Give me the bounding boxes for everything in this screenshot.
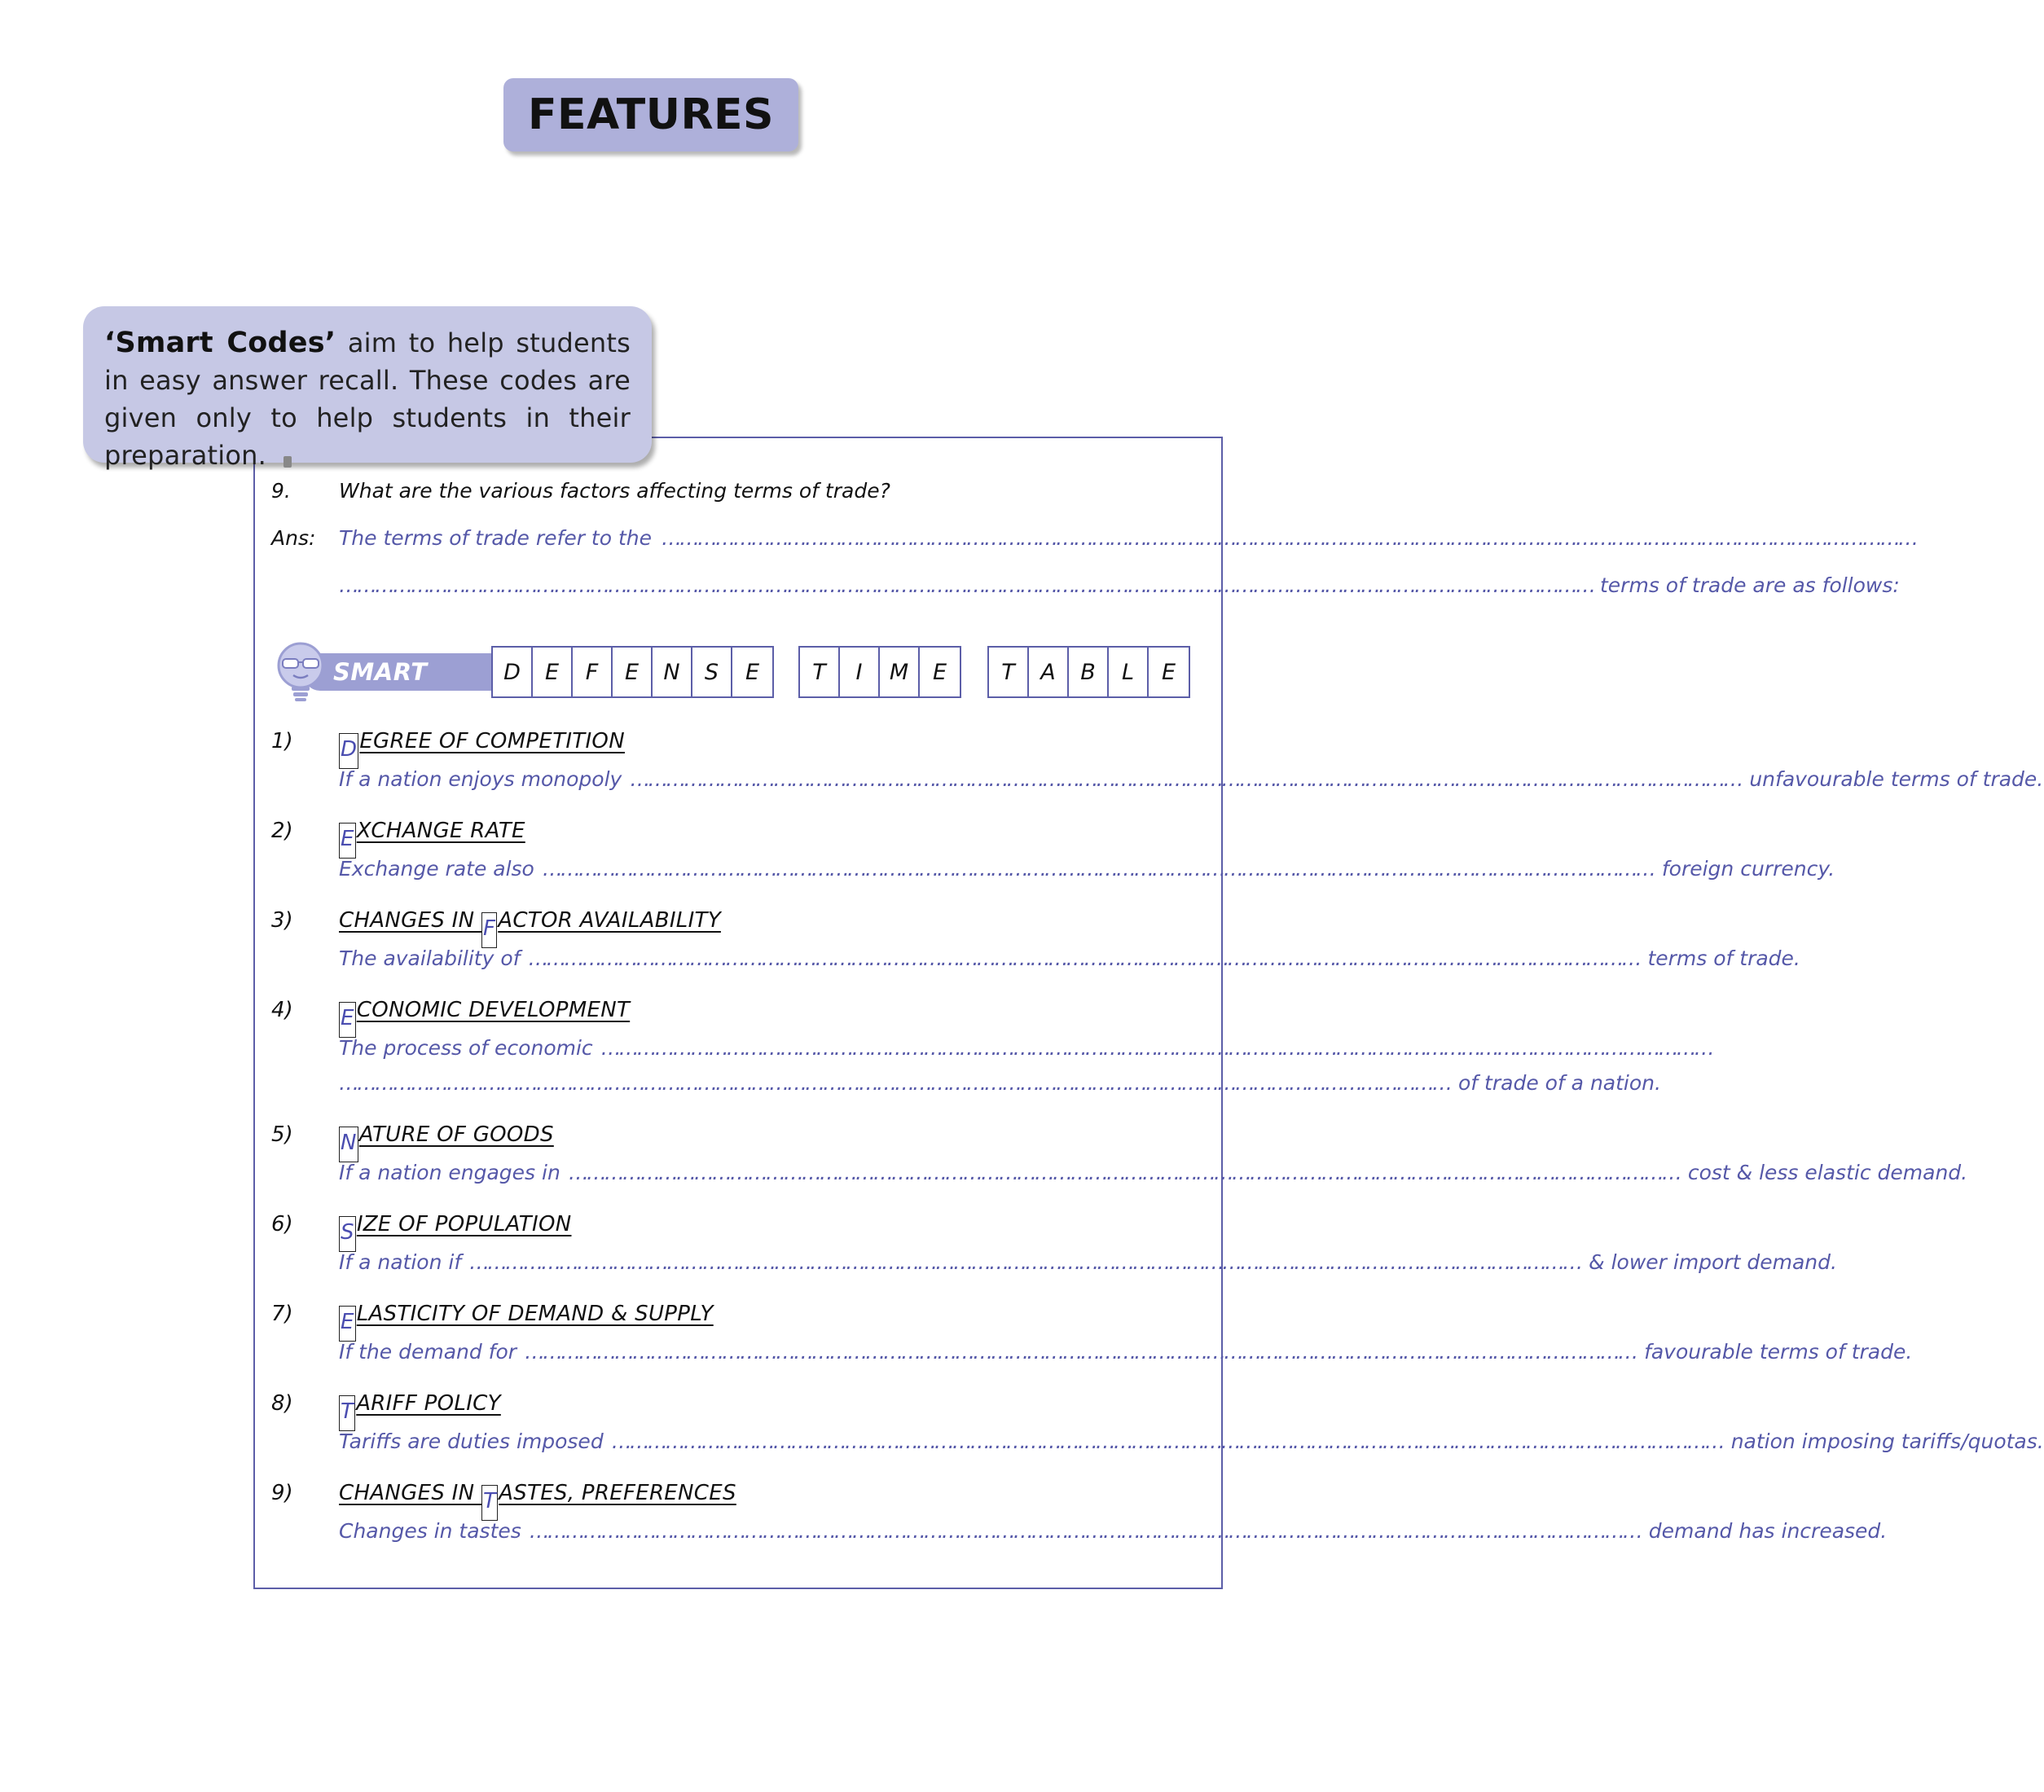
code-letter: M <box>880 648 920 696</box>
line-end: & lower import demand. <box>1589 1250 1837 1274</box>
blank-dots: …………………………………………………………………………………………………………………………………………………………………… <box>542 857 1654 881</box>
code-letter: E <box>613 648 653 696</box>
code-letter: B <box>1069 648 1109 696</box>
code-letter: E <box>1161 659 1176 685</box>
heading-rest: LASTICITY OF DEMAND & SUPPLY <box>356 1302 714 1326</box>
line-end: favourable terms of trade. <box>1644 1340 1913 1364</box>
heading-rest: IZE OF POPULATION <box>356 1212 572 1236</box>
heading-rest: ASTES, PREFERENCES <box>499 1481 736 1505</box>
code-letter: T <box>800 648 840 696</box>
item-number: 8) <box>271 1391 293 1416</box>
code-letter: A <box>1029 648 1069 696</box>
blank-dots: …………………………………………………………………………………………………………………………………………………………………… <box>600 1036 1712 1060</box>
item-fill-line <box>339 857 1835 881</box>
item-heading <box>339 729 625 769</box>
line-end: demand has increased. <box>1648 1519 1888 1543</box>
answer-blank-1: ………………………………………………………………………………………………………………………………………………………………………………………… <box>662 526 1917 550</box>
smart-code-word-defense <box>491 646 774 698</box>
item-number: 7) <box>271 1302 293 1326</box>
key-letter-box: T <box>481 1485 498 1521</box>
lightbulb-icon <box>271 639 336 705</box>
blank-dots: …………………………………………………………………………………………………………………………………………………………………… <box>339 1071 1450 1095</box>
question-number: 9. <box>271 479 291 503</box>
heading-rest: EGREE OF COMPETITION <box>359 729 625 753</box>
line-start: If a nation engages in <box>339 1161 560 1184</box>
item-heading <box>339 998 630 1038</box>
line-end: of trade of a nation. <box>1458 1071 1661 1095</box>
item-heading <box>339 1391 501 1431</box>
key-letter-box: F <box>481 912 497 948</box>
line-start: If the demand for <box>339 1340 517 1364</box>
blank-dots: …………………………………………………………………………………………………………………………………………………………………… <box>469 1250 1581 1274</box>
code-letter: D <box>493 648 533 696</box>
item-heading <box>339 819 525 859</box>
smart-code-label: SMART CODE <box>304 653 493 691</box>
key-letter-box: T <box>339 1395 355 1431</box>
item-fill-line <box>339 767 2044 791</box>
heading-rest: ATURE OF GOODS <box>358 1122 554 1147</box>
item-fill-line <box>339 1430 2044 1453</box>
answer-blank-2: ………………………………………………………………………………………………………………………………………………………………………………………… <box>339 573 1593 597</box>
item-fill-line-2 <box>339 1071 1661 1095</box>
code-letter: E <box>533 648 573 696</box>
callout-bold-term: ‘Smart Codes’ <box>104 327 336 359</box>
item-number: 2) <box>271 819 293 843</box>
code-letter: I <box>840 648 880 696</box>
heading-rest: XCHANGE RATE <box>356 819 525 843</box>
item-heading <box>339 1302 714 1342</box>
item-number: 5) <box>271 1122 293 1147</box>
smart-code-badge <box>271 639 491 723</box>
answer-line-1-text: The terms of trade refer to the <box>339 526 653 550</box>
item-heading <box>339 1481 736 1521</box>
item-fill-line <box>339 1250 1837 1274</box>
item-fill-line <box>339 1519 1888 1543</box>
code-letter: L <box>1109 648 1149 696</box>
line-end: nation imposing tariffs/quotas. <box>1730 1430 2044 1453</box>
heading-rest: CONOMIC DEVELOPMENT <box>356 998 631 1022</box>
key-letter-box: E <box>339 823 356 859</box>
code-letter: F <box>573 648 613 696</box>
item-fill-line <box>339 1161 1968 1184</box>
line-end: cost & less elastic demand. <box>1687 1161 1968 1184</box>
callout-tail <box>284 456 292 468</box>
line-end: foreign currency. <box>1661 857 1835 881</box>
key-letter-box: N <box>339 1127 358 1162</box>
answer-line-2 <box>339 573 1900 599</box>
answer-line-2-text: terms of trade are as follows: <box>1600 573 1900 597</box>
code-letter: E <box>745 659 760 685</box>
smart-codes-callout <box>83 306 652 471</box>
item-heading <box>339 1212 571 1252</box>
code-letter: S <box>692 648 732 696</box>
callout-text: aim to help students in easy answer recall. These codes are given only to help students in their preparation. <box>104 327 631 471</box>
line-start: Changes in tastes <box>339 1519 521 1543</box>
key-letter-box: S <box>339 1216 356 1252</box>
heading-prefix: CHANGES IN <box>339 908 481 933</box>
blank-dots: …………………………………………………………………………………………………………………………………………………………………… <box>529 1519 1641 1543</box>
line-start: If a nation if <box>339 1250 462 1274</box>
line-end: terms of trade. <box>1647 947 1800 970</box>
answer-label: Ans: <box>271 526 316 550</box>
smart-code-word-time <box>798 646 961 698</box>
blank-dots: …………………………………………………………………………………………………………………………………………………………………… <box>525 1340 1637 1364</box>
code-letter: T <box>989 648 1029 696</box>
heading-rest: ARIFF POLICY <box>356 1391 501 1416</box>
answer-line-1 <box>339 525 1917 551</box>
code-letter: N <box>653 648 692 696</box>
blank-dots: …………………………………………………………………………………………………………………………………………………………………… <box>611 1430 1723 1453</box>
heading-rest: ACTOR AVAILABILITY <box>498 908 721 933</box>
question-text: What are the various factors affecting terms of trade? <box>339 479 890 503</box>
item-fill-line <box>339 1036 1712 1060</box>
line-start: Tariffs are duties imposed <box>339 1430 604 1453</box>
item-number: 6) <box>271 1212 293 1236</box>
item-heading <box>339 908 721 948</box>
blank-dots: …………………………………………………………………………………………………………………………………………………………………… <box>528 947 1640 970</box>
line-start: Exchange rate also <box>339 857 534 881</box>
item-heading <box>339 1122 554 1162</box>
heading-prefix: CHANGES IN <box>339 1481 481 1505</box>
line-end: unfavourable terms of trade. <box>1749 767 2044 791</box>
line-start: If a nation enjoys monopoly <box>339 767 622 791</box>
item-fill-line <box>339 947 1800 970</box>
line-start: The availability of <box>339 947 521 970</box>
item-fill-line <box>339 1340 1913 1364</box>
item-number: 3) <box>271 908 293 933</box>
code-letter: E <box>932 659 947 685</box>
page-title: FEATURES <box>503 78 798 152</box>
item-number: 4) <box>271 998 293 1022</box>
blank-dots: …………………………………………………………………………………………………………………………………………………………………… <box>630 767 1742 791</box>
key-letter-box: D <box>339 733 358 769</box>
item-number: 9) <box>271 1481 293 1505</box>
key-letter-box: E <box>339 1306 356 1342</box>
blank-dots: …………………………………………………………………………………………………………………………………………………………………… <box>568 1161 1680 1184</box>
line-start: The process of economic <box>339 1036 593 1060</box>
item-number: 1) <box>271 729 293 753</box>
smart-code-word-table <box>987 646 1190 698</box>
key-letter-box: E <box>339 1002 356 1038</box>
